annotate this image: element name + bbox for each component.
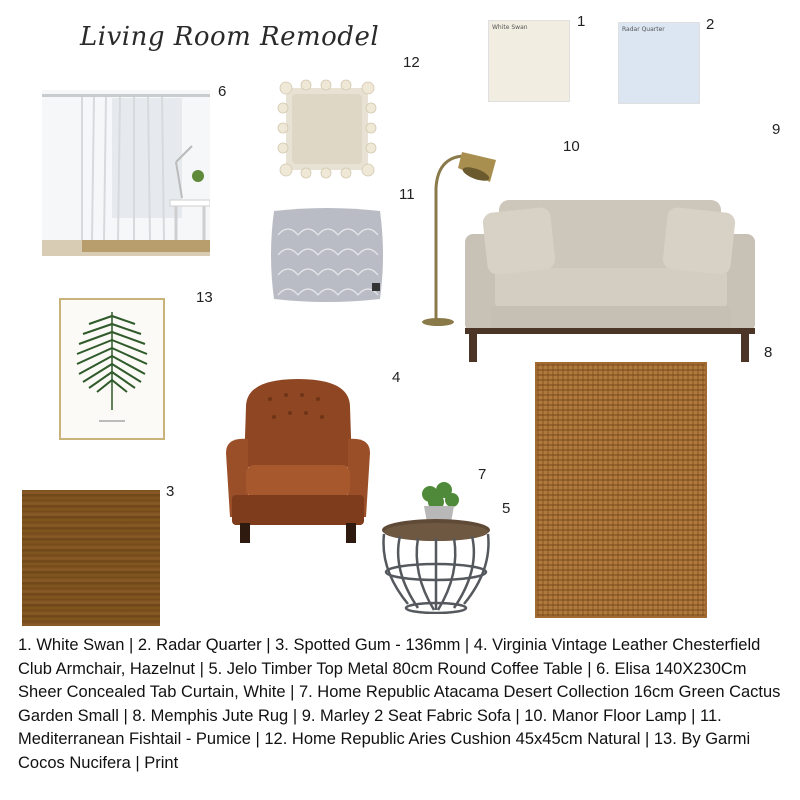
marker-5: 5 (502, 500, 511, 517)
spotted-gum-swatch (22, 490, 160, 626)
sofa-image (465, 198, 755, 364)
board-title: Living Room Remodel (80, 22, 380, 52)
palm-print-image (59, 298, 165, 440)
marker-6: 6 (218, 83, 227, 100)
fishtail-cushion-image (268, 205, 386, 305)
marker-13: 13 (196, 289, 213, 306)
marker-7: 7 (478, 466, 487, 483)
jute-rug-image (535, 362, 707, 618)
marker-1: 1 (577, 13, 586, 30)
marker-4: 4 (392, 369, 401, 386)
marker-12: 12 (403, 54, 420, 71)
white-swan-swatch (488, 20, 570, 102)
marker-9: 9 (772, 121, 781, 138)
items-caption: 1. White Swan | 2. Radar Quarter | 3. Spotted Gum - 136mm | 4. Virginia Vintage Leather Chesterfield Club Armchair, Hazelnut | 5. Jelo Timber Top Metal 80cm Round Coffee Table | 6. Elisa 140X230Cm Sheer Concealed Tab Curtain, White | 7. Home Republic Atacama Desert Collection 16cm Green Cactus Garden Small | 8. Memphis Jute Rug | 9. Marley 2 Seat Fabric Sofa | 10. Manor Floor Lamp | 11. Mediterranean Fishtail - Pumice | 12. Home Republic Aries Cushion 45x45cm Natural | 13. By Garmi Cocos Nucifera | Print (18, 636, 781, 772)
coffee-table-image (378, 518, 494, 614)
curtain-image (42, 90, 210, 256)
marker-10: 10 (563, 138, 580, 155)
white-swan-label: White Swan (492, 24, 528, 31)
marker-11: 11 (399, 186, 415, 203)
radar-quarter-label: Radar Quarter (622, 26, 665, 33)
marker-2: 2 (706, 16, 715, 33)
radar-quarter-swatch (618, 22, 700, 104)
marker-3: 3 (166, 483, 175, 500)
tassel-cushion-image (276, 78, 378, 180)
armchair-image (226, 377, 370, 545)
marker-8: 8 (764, 344, 773, 361)
